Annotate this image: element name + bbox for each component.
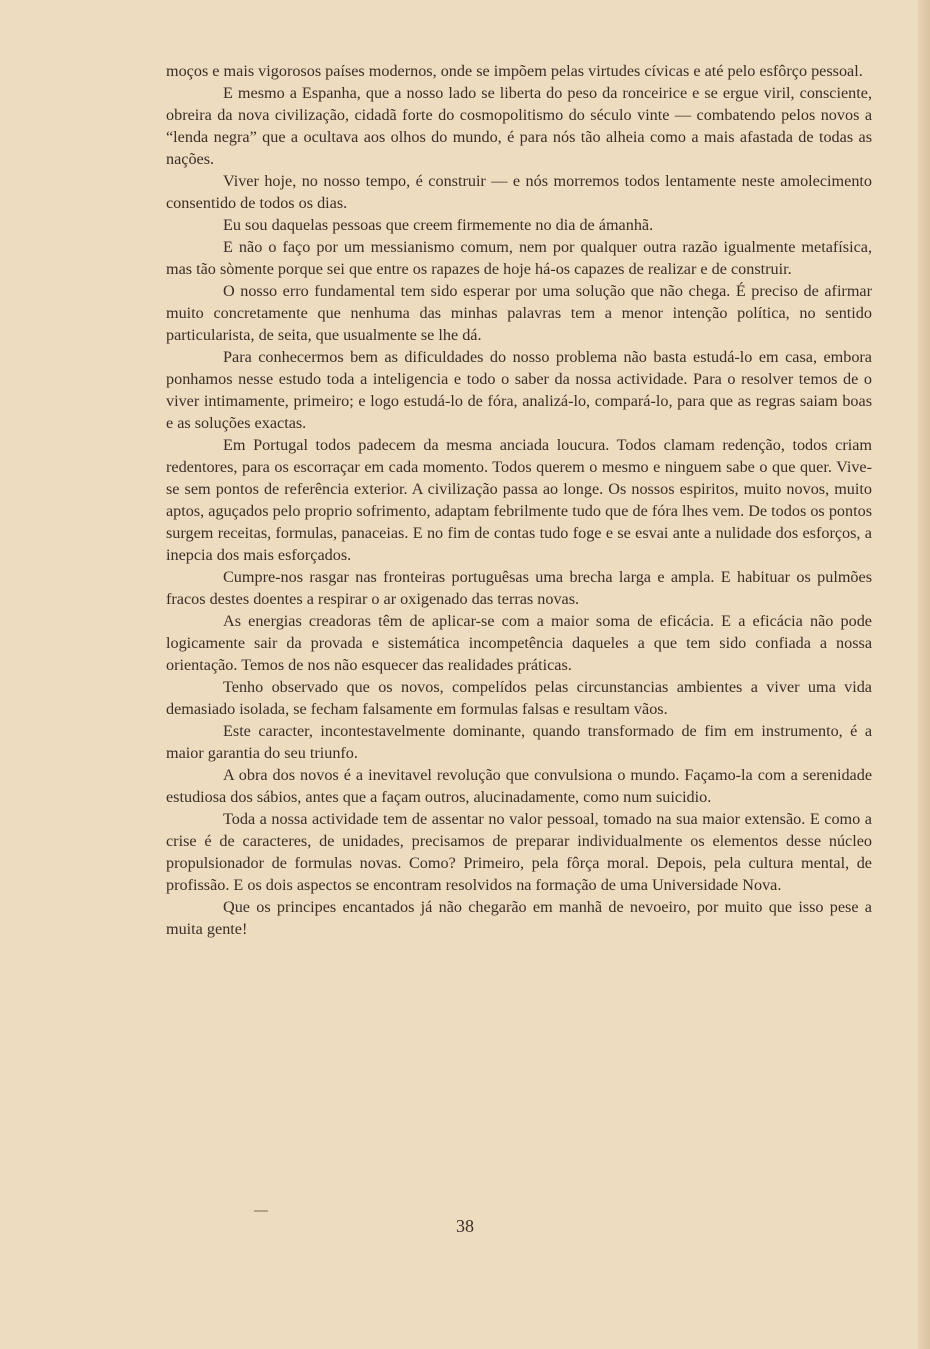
paragraph-continuation: moços e mais vigorosos países modernos, onde se impõem pelas virtudes cívicas e até pelo esfôrço pessoal. — [166, 62, 863, 80]
paragraph-messianismo: E não o faço por um messianismo comum, nem por qualquer outra razão igualmente metafísica, mas tão sòmente porque sei que entre os rapazes de hoje há-os capazes de realizar e de construir. — [166, 238, 872, 278]
ink-smudge — [254, 1210, 268, 1212]
paragraph-cumpre: Cumpre-nos rasgar nas fronteiras portuguêsas uma brecha larga e ampla. E habituar os pulmões fracos destes doentes a respirar o ar oxigenado das terras novas. — [166, 568, 872, 608]
paragraph-caracter: Este caracter, incontestavelmente dominante, quando transformado de fim em instrumento, é a maior garantia do seu triunfo. — [166, 722, 872, 762]
paragraph-portugal: Em Portugal todos padecem da mesma anciada loucura. Todos clamam redenção, todos criam redentores, para os escorraçar em cada momento. Todos querem o mesmo e ninguem sabe o que quer. Vive-se sem pontos de referência exterior. A civilização passa ao longe. Os nossos espiritos, muito novos, muito aptos, aguçados pelo proprio sofrimento, adaptam febrilmente tudo que de fóra lhes vem. De todos os pontos surgem receitas, formulas, panaceias. E no fim de contas tudo foge e se esvai ante a nulidade dos esforços, a inepcia dos mais esforçados. — [166, 436, 872, 564]
paragraph-erro: O nosso erro fundamental tem sido esperar por uma solução que não chega. É preciso de afirmar muito concretamente que nenhuma das minhas palavras tem a menor intenção política, no sentido particularista, de seita, que usualmente se lhe dá. — [166, 282, 872, 344]
paragraph-actividade: Toda a nossa actividade tem de assentar no valor pessoal, tomado na sua maior extensão. E como a crise é de caracteres, de unidades, precisamos de preparar individualmente os elementos desse núcleo propulsionador de formulas novas. Como? Primeiro, pela fôrça moral. Depois, pela cultura mental, de profissão. E os dois aspectos se encontram resolvidos na formação de uma Universidade Nova. — [166, 810, 872, 894]
paragraph-obra: A obra dos novos é a inevitavel revolução que convulsiona o mundo. Façamo-la com a serenidade estudiosa dos sábios, antes que a façam outros, alucinadamente, como num suicidio. — [166, 766, 872, 806]
paragraph-tenho: Tenho observado que os novos, compelídos pelas circunstancias ambientes a viver uma vida demasiado isolada, se fecham falsamente em formulas falsas e resultam vãos. — [166, 678, 872, 718]
page-number: 38 — [456, 1216, 474, 1236]
article-body — [166, 60, 872, 940]
page-edge — [918, 0, 930, 1349]
paragraph-dificuldades: Para conhecermos bem as dificuldades do nosso problema não basta estudá-lo em casa, embora ponhamos nesse estudo toda a inteligencia e todo o saber da nossa actividade. Para o resolver temos de o viver intimamente, primeiro; e logo estudá-lo de fóra, analizá-lo, compará-lo, para que as regras saiam boas e as soluções exactas. — [166, 348, 872, 432]
paragraph-principes: Que os principes encantados já não chegarão em manhã de nevoeiro, por muito que isso pese a muita gente! — [166, 898, 872, 938]
paragraph-viver: Viver hoje, no nosso tempo, é construir — e nós morremos todos lentamente neste amolecimento consentido de todos os dias. — [166, 172, 872, 212]
paragraph-energias: As energias creadoras têm de aplicar-se com a maior soma de eficácia. E a eficácia não pode logicamente sair da provada e sistemática incompetência daqueles a que tem sido confiada a nossa orientação. Temos de nos não esquecer das realidades práticas. — [166, 612, 872, 674]
paragraph-eu-sou: Eu sou daquelas pessoas que creem firmemente no dia de ámanhã. — [223, 216, 654, 234]
paragraph-espanha: E mesmo a Espanha, que a nosso lado se liberta do peso da ronceirice e se ergue viril, consciente, obreira da nova civilização, cidadã forte do cosmopolitismo do século vinte — combatendo pelos novos a “lenda negra” que a ocultava aos olhos do mundo, é para nós tão alheia como a mais afastada de todas as nações. — [166, 84, 872, 168]
